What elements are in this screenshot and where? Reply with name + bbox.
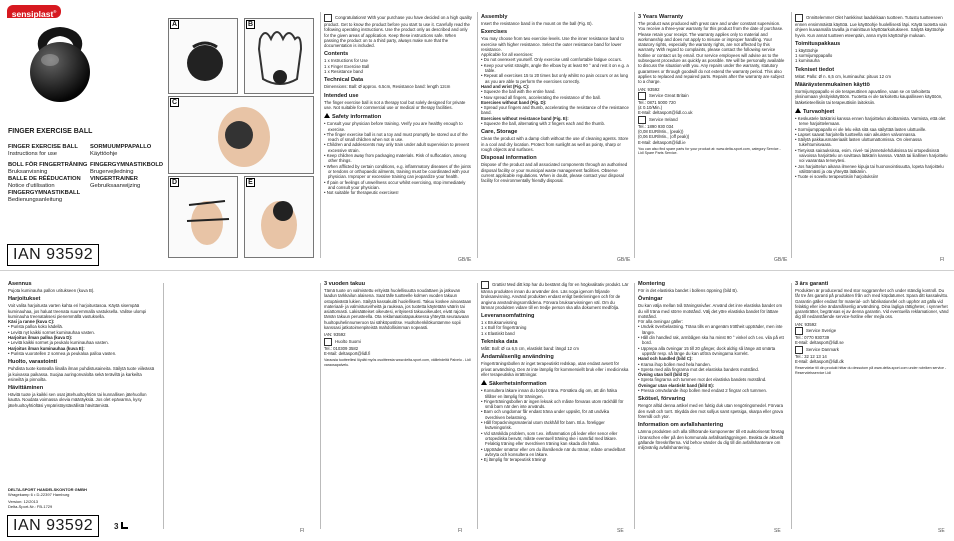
gb-warranty-heading: 3 Years Warranty	[638, 14, 684, 20]
se-warranty-heading: 3 års garanti	[795, 281, 829, 287]
fi-safety-item: • Jos harjoittelun aikana ilmenee kipuja tai huonovointisuutta, lopeta harjoittelu välittömästi ja ota yhteyttä lääkäriin.	[795, 163, 944, 174]
gb-service-gb: Service Great Britain	[649, 93, 689, 98]
fi-service: Huolto Suomi	[335, 338, 361, 344]
lang-de-name: FINGERGYMNASTIKBALL	[8, 190, 81, 196]
se-safety-item: • Barn och ungdomar får endast träna under uppsikt, för att undvika överdriven belastning.	[481, 409, 610, 420]
fi-use-heading: Määräystenmukainen käyttö	[795, 82, 870, 89]
recycle-l-icon	[121, 522, 128, 529]
delta-number: Delta-Sport-Nr.: FB-1729	[8, 504, 53, 509]
phone-icon	[324, 338, 332, 346]
se-skotsel-text: Rengör alltid denna artikel med en fuktig duk utan rengöringsmedel. Förvara den svalt och torrt. Skydda den mot solljus samt spetsiga, skarpa eller grova föremål och ytor.	[638, 403, 783, 419]
se-safety-item: • Ej lämplig för terapeutisk träning!	[481, 457, 547, 463]
gb-exercises-heading: Exercises	[481, 29, 508, 36]
lang-fi-name: SORMUUMPPAPALLO	[90, 144, 152, 150]
fi-contents-item: 1 kuminauha	[795, 58, 820, 64]
footer-gb-1: GB/IE	[458, 257, 472, 263]
figure-b	[244, 18, 314, 94]
footer-se-1: SE	[617, 528, 624, 534]
se-ovningar-heading: Övningar	[638, 296, 663, 303]
se-ian: IAN: 93592	[795, 321, 817, 327]
se-intro: Grattis! Med ditt köp har du bestämt dig för en högkvalitativ produkt. Lär känna produkten innan du använder den. Läs noga igenom följande bruksanvisning. Använd produkten endast enligt beskrivningen och för de angivna användningsområdena. Förvara bruksanvisningen väl. Om du lämnar produkten vidare till en tredje person ska alla dokument medfölja.	[481, 282, 629, 310]
fi-kuva-e-heading: Harjoitus ilman kuminauhaa (kuva E):	[8, 345, 85, 351]
manufacturer-address: Wragekamp 6 • D-22397 Hamburg	[8, 492, 70, 497]
se-column-3	[795, 281, 950, 521]
lang-gb-sub: Instructions for use	[8, 151, 57, 157]
gb-safety-item: • Consult your physician before training. Verify you are healthy enough to exercise.	[324, 121, 463, 132]
se-contents-item: 1 x Bruksanvisning	[481, 320, 518, 326]
gb-hand-text: • Squeeze the ball with the entire hand. • Now spread all fingers, accelerating the resistance of the ball.	[481, 89, 601, 100]
gb-assembly-text: Insert the resistance band in the mount on the ball (Fig. B).	[481, 21, 593, 26]
divider	[320, 12, 321, 258]
lang-dk-sub: Brugervejledning	[90, 169, 134, 175]
fi-mail[interactable]: E-Mail: deltasport@lidl.fi	[324, 350, 371, 356]
fi-asennus-text: Pujota kuminauha pallon uritukseen (kuva B).	[8, 288, 95, 293]
divider	[634, 283, 635, 529]
fi-intro: Onnittelemme! Olet hankkinut laadukkaan tuotteen. Tutustu tuotteeseen ennen ensimmäistä käyttöä. Lue käyttöohje huolellisesti läpi. Käytä tuotetta vain ohjeen kuvaamalla tavalla ja mainittuun käyttötarkoitukseen. Säilytä käyttöohje hyvin. Kun annat tuotteen eteenpäin, anna myös käyttöohje mukaan.	[795, 15, 947, 38]
fi-kuva-e-text: • Purista vuorotellen 2 sormea ja peukaloa palloa vasten.	[8, 350, 117, 356]
fi-kuva-d-text: • Levitä kaikki sormet ja peukalo kuminauhaa vasten.	[8, 340, 109, 346]
se-montering-heading: Montering	[638, 281, 666, 287]
gb-intro: Congratulations! With your purchase you have decided on a high quality product. Get to know the product before you start to use it. Carefully read the following operating instructions. Use the product only as described and only for the given areas of application. Keep these instructions safe. When passing the product on to a third party, always make sure that the documentation is included.	[324, 15, 472, 49]
se-alla: För alla övningar gäller:	[638, 319, 683, 325]
book-icon	[324, 14, 332, 22]
gb-tech-text: Dimensions: Ball: Ø approx. 6.5cm, Resistance band: length 12cm	[324, 84, 451, 90]
lang-fi-sub: Käyttöohje	[90, 151, 118, 157]
gb-contents-item: 1 x Instructions for Use	[324, 58, 368, 64]
gb-exercise-item: • Repeat all exercises 15 to 20 times but only whilst no pain occurs or as long as you are able to perform the exercises correctly.	[481, 73, 628, 84]
phone-icon	[638, 116, 646, 124]
fi-havitt-heading: Hävittäminen	[8, 385, 44, 392]
fi-safety-item: • Säilytä pakkausmateriaalit lasten ulottumattomissa. On olemassa tukehtumisvaara.	[795, 137, 922, 148]
gb-fee-gb: (£ 0.10/Min.)	[638, 105, 663, 111]
se-ovningar-text: Du kan välja mellan två träningsnivåer. Använd det inre elastiska bandet om du vill träna med större motstånd. Välj det yttre elastiska bandet för lättare motstånd.	[638, 303, 783, 319]
phone-icon	[795, 346, 803, 354]
fi-tel: Tel.: 010309 3582	[324, 345, 359, 351]
fi-kuva-d-heading: Harjoitus ilman palloa (kuva D):	[8, 335, 73, 341]
gb-mail-gb[interactable]: E-Mail: deltasport@lidl.co.uk	[638, 110, 693, 116]
footer-fi-top: FI	[940, 257, 945, 263]
manufacturer-block	[8, 487, 87, 509]
lang-de-sub: Bedienungsanleitung	[8, 197, 63, 203]
brand-logo: sensiplast®	[7, 5, 61, 18]
warning-icon	[324, 113, 330, 118]
lang-fr-sub: Notice d'utilisation	[8, 183, 55, 189]
fi-safety-item: • Lapset saavat harjoitella tuotteella vain aikuisten valvonnassa.	[795, 131, 917, 137]
lang-gb-name: FINGER EXERCISE BALL	[8, 144, 78, 150]
se-exercise-item: • Undvik överbelastning. Träna tills en angenäm tröttheit uppträder, men inte längre.	[638, 324, 783, 335]
gb-assembly-heading: Assembly	[481, 14, 508, 20]
se-warranty-text: Produkten är producerad med stor noggrannhet och under ständig kontroll. Du får tre års garanti på produkten från och med köpdatumet. Spara ditt kassakvitto. Garantin gäller endast för material- och fabrikationsfel och upphör att gälla vid felaktig eller icke ändamålsenlig användning. Dina lagliga rättigheter, i synnerhet garantirätter, begränsas ej av denna garantin. Vid eventuella reklamationer, vänd dig till nedanstående service-hotline eller mejla oss.	[795, 288, 949, 320]
fi-column-warranty	[324, 281, 472, 521]
page-front	[0, 0, 954, 270]
se-mail-dk[interactable]: E-Mail: deltasport@lidl.dk	[795, 358, 844, 364]
se-mail[interactable]: E-Mail: deltasport@lidl.se	[795, 340, 844, 346]
se-avfall-heading: Information om avfallshantering	[638, 422, 724, 429]
se-hand-text: • Krama ihop bollen med hela handen. • Spreta med alla fingrarna mot det elastiska bandets motstånd.	[638, 361, 759, 372]
se-exercise-item: • Håll din handled rak, armbågen ska ha minst 90 ° vinkel och t.ex. vila på ett bord.	[638, 335, 784, 346]
page-back	[0, 271, 954, 541]
figure-c-label: C	[171, 99, 178, 106]
fi-kuva-c-heading: Käsi ja ranne (kuva C):	[8, 319, 55, 325]
se-service: Service Sverige	[806, 328, 837, 334]
gb-fee-ie-peak: (0,08 EUR/Min., (peak))	[638, 129, 684, 135]
se-safety-item: • Vid särskilda problem, som t.ex. inflammation på leder eller senor eller ortopediska besvär, måste eventuell träning ske i samråd med läkare. Felaktig träning eller överdriven träning kan skada din hälsa.	[481, 430, 618, 447]
gb-safety-item: • Keep children away from packaging materials. Risk of suffocation, among other things.	[324, 153, 467, 164]
se-contents-item: 1 x Elastiskt band	[481, 330, 515, 336]
book-icon	[795, 14, 803, 22]
lang-se-name: BOLL FÖR FINGERTRÄNING	[8, 162, 88, 168]
fi-column-top	[795, 14, 950, 254]
fi-safety-item: • Tuote ei sovellu terapeuttisiin harjoituksiin!	[795, 174, 879, 180]
phone-icon	[638, 92, 646, 100]
gb-care-text: Clean the product with a damp cloth without the use of cleaning agents. Store in a cool and dry location. Protect from sunlight as well as pointy, sharp or rough objects and surfaces.	[481, 136, 629, 152]
gb-use-text: The finger exercise ball is not a therapy tool but solely designed for private use. Not suitable for commercial use or medical or therapy facilities.	[324, 99, 466, 110]
gb-contents-item: 1 x Finger Exercise Ball	[324, 63, 370, 69]
fi-safety-item: • Keskustele lääkärisi kanssa ennen harjoittelun aloittamista. Varmista, että olet terve harjoittelemaan.	[795, 115, 946, 127]
divider	[477, 283, 478, 529]
figure-a	[168, 18, 238, 94]
footer-fi-2: FI	[458, 528, 463, 534]
gb-tel-ie: Tel.: 1890 930 034	[638, 123, 674, 129]
gb-exercises-text: You may choose from two exercise levels. Use the inner resistance band to exercise with higher resistance. Select the outer resistance band for lower resistance.	[481, 36, 624, 52]
figure-d	[168, 176, 238, 258]
se-safety-item: • Håll förpackningsmaterial utom räckhåll för barn. Bl.a. föreligger kvävningsrisk.	[481, 420, 605, 431]
figure-b-band-image	[245, 19, 315, 95]
se-service-dk: Service Danmark	[806, 346, 839, 352]
gb-tech-heading: Technical Data	[324, 77, 364, 84]
gb-hand-heading: Hand and wrist (Fig. C):	[481, 83, 530, 89]
warning-icon	[481, 380, 487, 385]
figures-area	[168, 18, 318, 258]
se-safety-item: • Konsultera läkare innan du börjar träna. Försäkra dig om, att din hälsa tillåter en lämplig för träningen.	[481, 388, 617, 399]
gb-exercise-item: • Do not overexert yourself. Only exercise until comfortable fatigue occurs.	[481, 57, 622, 63]
gb-safety-item: • When afflicted by certain conditions, e.g. inflammatory diseases of the joints or tendons or orthopaedic ailments, training must be coordinated with your physician. Improper or excessive training can jeopardize your health.	[324, 163, 471, 180]
gb-contents-heading: Contents	[324, 51, 349, 58]
footer-gb-3: GB/IE	[774, 257, 788, 263]
se-hand-heading: Hand och handled (bild C):	[638, 356, 693, 362]
fi-harj-heading: Harjoitukset	[8, 296, 41, 303]
gb-column-3	[638, 14, 786, 254]
fi-harj-text: Voit valita harjoitusta varten kahta eri harjoitustasoa. Käytä sisempää kuminauhaa, jos haluat treenata suuremmalla vastuksella. Valitse ulompi kuminauha treenataksesi pienemmällä vastuksella.	[8, 303, 147, 319]
gb-safety-item: • Children and adolescents may only train under adult supervision to prevent excessive strain.	[324, 142, 470, 153]
fi-warranty-text: Tämä tuote on valmistettu erityistä huolellisuutta noudattaen ja jatkuvan laadun tarkkailun alaisena. Saat tälle tuotteelle kolmen vuoden takuun ostopäivästä lukien. Säilytä kassakuitti huolellisesti. Takuu koskee ainoastaan materiaali- ja valmistusvirheitä ja raukeaa, jos tuotetta käytetään väärin tai asiattomasti. Lakisääteiset oikeutesi, erityisesti takuuoikeudet, eivät rajoitu tämän takuun perusteella. Ota reklamaatiotapauksessa yhteyttä seuraavaan huoltopuhelinnumeroon tai sähköpostitse. Huoltohenkilökuntamme sopii kanssasi jatkotoimenpiteistä mahdollisimman nopeasti.	[324, 288, 472, 331]
gb-spare-note: You can also find spare parts for your product at: www.delta-sport.com, category Service - Lidl Spare Parts Service.	[638, 146, 781, 156]
gb-safety-heading: Safety information	[332, 114, 382, 121]
figure-b-label: B	[247, 21, 254, 28]
footer-se-3: SE	[938, 528, 945, 534]
divider	[320, 283, 321, 529]
se-tel-dk: Tel.: 32 12 13 14	[795, 353, 827, 359]
book-icon	[481, 281, 489, 289]
footer-se-2: SE	[774, 528, 781, 534]
gb-warranty-text: The product was produced with great care and under constant supervision. You receive a three-year warranty for this product from the date of purchase. Please retain your receipt. The warranty applies only to material and workmanship and does not apply to misuse or improper handling. Your statutory rights, especially the warranty rights, are not affected by this warranty. With regard to complaints, please contact the following service hotline or contact us by email. Our service employees will advise as to the subsequent procedure as quickly as possible. We will be personally available to discuss the situation with you. Any repairs under the warranty, statutory guarantees or through goodwill do not extend the warranty period. This also applies to replaced and repaired parts. Repairs after the warranty are subject to a charge.	[638, 21, 785, 85]
se-column-1	[481, 281, 629, 521]
se-tech-heading: Tekniska data	[481, 339, 518, 346]
gb-safety-item: • The finger exercise ball is not a toy and must promptly be stored out of the reach of small children when not in use.	[324, 131, 468, 143]
fi-contents-item: 1 käyttöohje	[795, 47, 819, 53]
fi-asennus-heading: Asennus	[8, 281, 32, 287]
se-contents-heading: Leveransomfattning	[481, 313, 535, 320]
manufacturer-name: DELTA-SPORT HANDELSKONTOR GMBH	[8, 487, 87, 492]
se-tech-text: Mått: Boll: Ø ca 6,5 cm, elastiskt band: längd 12 cm	[481, 346, 579, 352]
lang-fr-name: BALLE DE RÉÉDUCATION	[8, 176, 81, 182]
lang-nl-sub: Gebruiksaanwijzing	[90, 183, 141, 189]
gb-exercise-item: • Keep your wrist straight, angle the elbow by at least 90 ° and rest it on e.g. a table.	[481, 62, 629, 74]
se-utan-heading: Övning utan boll (bild D):	[638, 372, 690, 378]
divider	[163, 283, 164, 529]
se-utan2-text: • Pressa omväxlande ihop bollen med endast 2 fingrar och tummen.	[638, 388, 768, 394]
gb-disposal-text: Dispose of the product and all associated components through an authorised disposal facility or your municipal waste management facilities. Observe current applicable regulations. When in doubt, please contact your disposal facility for environmentally friendly disposal.	[481, 162, 628, 184]
se-contents-item: 1 x Boll för fingerträning	[481, 325, 527, 331]
cover-title: FINGER EXERCISE BALL	[8, 128, 93, 135]
figure-d-label: D	[171, 179, 178, 186]
gb-without-band-text: • Squeeze the ball, alternating with 2 fingers each and the thumb.	[481, 121, 606, 127]
se-utan2-heading: Övningar utan elastiskt band (bild E):	[638, 382, 715, 388]
gb-tel-gb: Tel.: 0871 5000 720	[638, 99, 676, 105]
ian-number-cover: IAN 93592	[7, 244, 99, 266]
gb-column-2	[481, 14, 629, 254]
fi-tech-heading: Tekniset tiedot	[795, 66, 835, 73]
lang-nl-name: VINGERTRAINER	[90, 176, 138, 182]
gb-safety-item: • Not suitable for therapeutic exercises!	[324, 190, 399, 196]
se-exercise-item: • Upprepa alla övningar 15 till 20 gånger, dock aldrig så länge att smärta uppstår resp. så länge du kan utföra övningarna korrekt.	[638, 345, 776, 356]
se-use-text: Fingerträningsbollen är inget terapeutiskt redskap, utan endast avsett för privat användning. Den är inte lämplig för kommersiellt bruk eller i medicinska eller terapeutiska inrättningar.	[481, 361, 629, 377]
fi-havitt-text: Hävitä tuote ja kaikki sen osat jätehuoltoyhtiön tai kunnallisen jätehuollon kautta. Noudata voimassa olevia määräyksiä. Jos olet epävarma, kysy jätehuoltoyhtiöltäsi ympäristöystävällistä hävittämistä.	[8, 392, 147, 408]
figure-a-ball-image	[169, 19, 239, 95]
phone-icon	[795, 327, 803, 335]
figure-c-hand-image	[169, 97, 315, 175]
fi-contents-item: 1 sormijumppapallo	[795, 53, 833, 59]
se-safety-heading: Säkerhetsinformation	[489, 381, 547, 388]
gb-use-heading: Intended use	[324, 92, 359, 99]
gb-contents-item: 1 x Resistance band	[324, 69, 363, 75]
se-skotsel-heading: Skötsel, förvaring	[638, 396, 686, 403]
se-column-2	[638, 281, 786, 521]
divider	[634, 12, 635, 258]
fi-tech-text: Mitat: Pallo: Ø n. 6,5 cm, kuminauha: pituus 12 cm	[795, 73, 892, 79]
fi-ian: IAN: 93592	[324, 332, 346, 338]
se-avfall-text: Lämna produkten och alla tillhörande komponenter till ett auktoriserat företag i branschen eller på den kommunala avfallsanläggningen. Beakta de aktuellt gällande föreskrifterna. Vid behov vänder du dig till din avfallshanterare om miljövänlig avfallshantering.	[638, 429, 785, 451]
warning-icon	[795, 108, 801, 113]
footer-fi-1: FI	[300, 528, 305, 534]
se-utan-text: • Spreta fingrarna och tummen mot det elastiska bandets motstånd.	[638, 377, 767, 383]
lang-dk-name: FINGERGYMNASTIKBOLD	[90, 162, 164, 168]
fi-kuva-c-text: • Purista palloa koko kädellä. • Levitä nyt kaikki sormet kuminauhaa vasten.	[8, 324, 96, 335]
gb-column-1	[324, 14, 472, 254]
figure-d-hand-image	[169, 177, 239, 259]
page-number: 3	[114, 522, 128, 531]
fi-safety-item: • Tietyissä sairauksissa, esim. nivel- tai jännetulehduksissa tai ortopedisissä vaivoissa harjoittelu on sovittava lääkärin kanssa. Väärä tai liiallinen harjoittelu voi vaarantaa terveytesi.	[795, 147, 948, 164]
se-tel: Tel.: 0770 930739	[795, 335, 830, 341]
ian-number-back: IAN 93592	[7, 515, 99, 537]
gb-without-ball-text: • Spread your fingers and thumb, accelerating the resistance of the resistance band.	[481, 105, 629, 116]
gb-without-band-heading: Exercises without resistance band (Fig. E):	[481, 115, 569, 121]
figure-e-label: E	[246, 178, 255, 187]
fi-warranty-heading: 3 vuoden takuu	[324, 281, 366, 287]
fi-contents-heading: Toimituspakkaus	[795, 40, 841, 47]
divider	[791, 283, 792, 529]
gb-disposal-heading: Disposal information	[481, 155, 537, 162]
divider	[791, 12, 792, 258]
gb-safety-item: • If pain or feelings of unwellness occur whilst exercising, stop immediately and consult your physician.	[324, 179, 466, 190]
version: Version: 12/2013	[8, 499, 39, 504]
figure-e	[244, 176, 314, 258]
se-montering-text: För in det elastiska bandet i bollens öppning (bild B).	[638, 288, 738, 293]
fi-safety-item: • Sormijumppapallo ei ole lelu eikä sitä saa säilyttää lasten ulottuville.	[795, 126, 927, 132]
fi-huolto-heading: Huolto, varastointi	[8, 359, 58, 366]
fi-use-text: Sormijumppapallo ei ole terapeuttinen apuväline, vaan se on tarkoitettu yksinomaan yksityiskäyttöön. Tuotetta ei ole tarkoitettu kaupalliseen käyttöön, lääketieteellisiin tai terapeuttisiin laitoksiin.	[795, 89, 943, 105]
gb-ian: IAN: 93592	[638, 86, 660, 92]
gb-without-ball-heading: Exercises without band (Fig. D):	[481, 99, 547, 105]
se-safety-item: • Fingerträningsbollen är ingen leksak och måste förvaras utom räckhåll för små barn när den inte används.	[481, 398, 624, 410]
gb-mail-ie[interactable]: E-Mail: deltasport@lidl.ie	[638, 139, 686, 145]
se-spare-note: Reservdelar till din produkt hittar du dessutom på www.delta-sport.com under rubriken service - Reservdelsservice Lidl	[795, 366, 947, 375]
lang-se-sub: Bruksanvisning	[8, 169, 48, 175]
figure-c	[168, 96, 314, 174]
se-use-heading: Ändamålsenlig användning	[481, 354, 554, 361]
gb-fee-ie-offpeak: (0,06 EUR/Min., (off peak))	[638, 134, 690, 140]
gb-care-heading: Care, Storage	[481, 129, 518, 136]
figure-a-label: A	[171, 21, 178, 28]
se-safety-item: • Uppträder smärtor eller om du illamående när du tränar, måste omedelbart avbryta och konsultera en läkare.	[481, 446, 626, 457]
fi-huolto-text: Puhdista tuote kostealla liinalla ilman puhdistusaineita. Säilytä tuote viileässä ja kuivassa paikassa. Suojaa auringonvalolta sekä teräviltä ja karkeilta esineiltä ja pinnoilta.	[8, 366, 155, 382]
gb-applicable: Applicable for all exercises:	[481, 52, 534, 58]
figure-e-hand-image	[245, 177, 315, 259]
footer-gb-2: GB/IE	[617, 257, 631, 263]
gb-service-ie: Service Ireland	[649, 116, 678, 122]
divider	[477, 12, 478, 258]
fi-column-a	[8, 281, 158, 481]
fi-safety-heading: Turvaohjeet	[803, 108, 835, 115]
product-ball-image	[22, 24, 98, 106]
fi-spare-note: Varaosia tuotteellesi löydät myös osoitteesta www.delta-sport.com, välilehdeltä Palvelu - Lidl varaosapalvelu.	[324, 358, 471, 367]
